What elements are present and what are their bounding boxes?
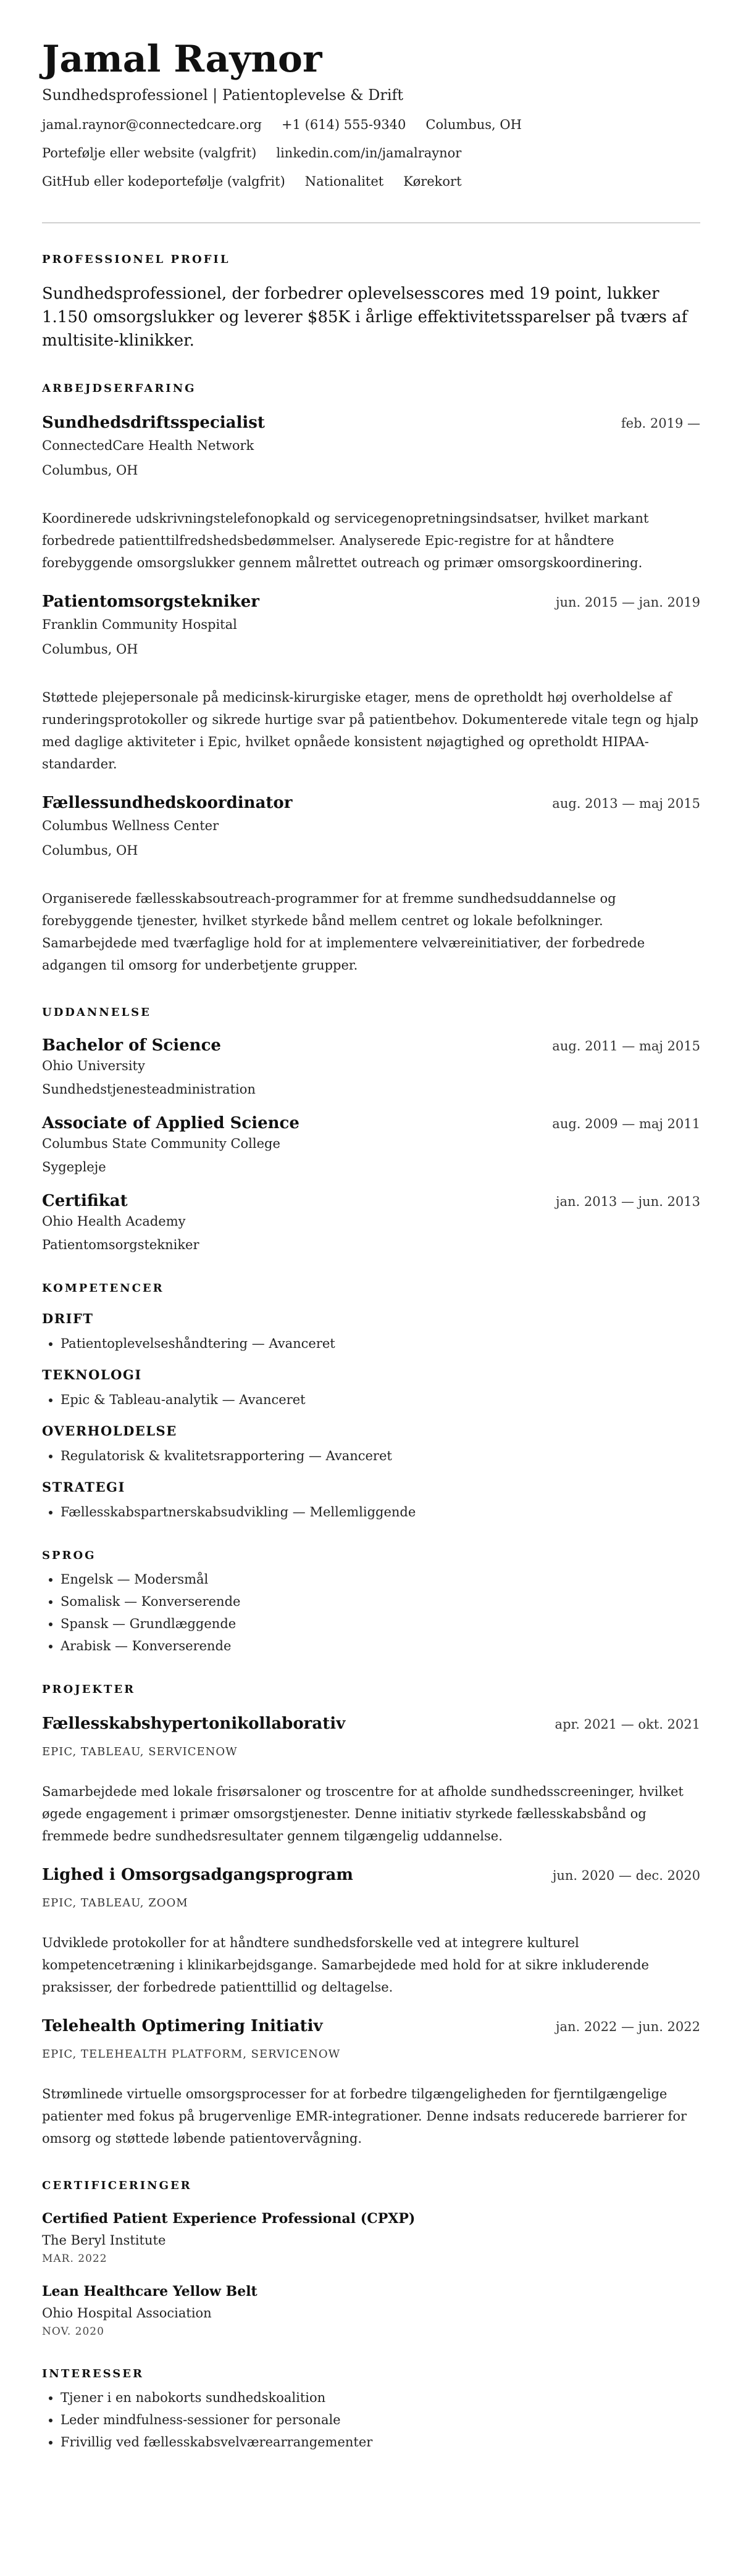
school: Ohio Health Academy (42, 1214, 186, 1229)
profile-text: Sundhedsprofessionel, der forbedrer oplevelsesscores med 19 point, lukker 1.150 omsorgslukker og leverer $85K i årlige effektivitetssparelser på tværs af multisite-klinikker. (42, 285, 688, 350)
certification-date: MAR. 2022 (42, 2253, 107, 2265)
project-dates: jan. 2022 — jun. 2022 (555, 2019, 700, 2034)
nationality: Nationalitet (304, 174, 384, 189)
skill-category: TEKNOLOGI (42, 1367, 142, 1382)
contact-line-3 (42, 174, 700, 189)
interest-item: • Tjener i en nabokorts sundhedskoalition (61, 2390, 700, 2405)
interests-heading: INTERESSER (42, 2367, 144, 2380)
field-of-study: Sundhedstjenesteadministration (42, 1082, 256, 1097)
education-heading: UDDANNELSE (42, 1006, 151, 1019)
project-dates: apr. 2021 — okt. 2021 (555, 1717, 700, 1732)
language-item: • Spansk — Grundlæggende (61, 1616, 700, 1631)
project-description: Samarbejdede med lokale frisørsaloner og troscentre for at afholde sundhedsscreeninger, hvilket øgede engagement i primær omsorgstjenester. Denne initiativ styrkede fællesskabsbånd og fremmede bedre sundhedsresultater gennem tilgængelig uddannelse. (42, 1784, 684, 1843)
language-item: • Arabisk — Konverserende (61, 1639, 700, 1653)
linkedin-link[interactable]: linkedin.com/in/jamalraynor (276, 146, 462, 160)
language-item: • Engelsk — Modersmål (61, 1572, 700, 1587)
education-dates: aug. 2011 — maj 2015 (552, 1039, 700, 1053)
field-of-study: Patientomsorgstekniker (42, 1237, 199, 1252)
job-description: Koordinerede udskrivningstelefonopkald og servicegenopretningsindsatser, hvilket markant forbedrede patienttilfredshedsbedømmelser. Analyserede Epic-registre for at håndtere forebyggende omsorgslukker gennem målrettet outreach og primær omsorgskoordinering. (42, 511, 649, 570)
interest-list (42, 2390, 700, 2449)
project-tags: EPIC, TELEHEALTH PLATFORM, SERVICENOW (42, 2048, 341, 2061)
certification-issuer: The Beryl Institute (42, 2233, 166, 2248)
skill-list (42, 1336, 700, 1351)
job-location: Columbus, OH (42, 843, 138, 858)
projects-heading: PROJEKTER (42, 1683, 136, 1696)
employer: Columbus Wellness Center (42, 818, 219, 833)
project-name: Fællesskabshypertonikollaborativ (42, 1714, 346, 1733)
certification-name: Lean Healthcare Yellow Belt (42, 2283, 257, 2300)
job-location: Columbus, OH (42, 463, 138, 478)
education-dates: jan. 2013 — jun. 2013 (555, 1194, 700, 1209)
skills-heading: KOMPETENCER (42, 1282, 164, 1295)
certification-entry (42, 2283, 700, 2338)
project-tags: EPIC, TABLEAU, ZOOM (42, 1897, 188, 1909)
project-name: Telehealth Optimering Initiativ (42, 2017, 323, 2035)
skill-list (42, 1505, 700, 1519)
phone-number: +1 (614) 555-9340 (282, 117, 406, 132)
person-name: Jamal Raynor (42, 38, 322, 81)
headline: Sundhedsprofessionel | Patientoplevelse & Drift (42, 86, 404, 104)
experience-entry (42, 592, 700, 775)
certification-date: NOV. 2020 (42, 2325, 104, 2338)
project-entry (42, 1714, 700, 1847)
education-entry (42, 1192, 700, 1252)
job-title: Sundhedsdriftsspecialist (42, 413, 265, 432)
job-description: Støttede plejepersonale på medicinsk-kirurgiske etager, mens de opretholdt høj overholdelse af runderingsprotokoller og sikrede hurtige svar på patientbehov. Dokumenterede vitale tegn og hjalp med daglige aktiviteter i Epic, hvilket opnåede konsistent nøjagtighed og opretholdt HIPAA-standarder. (42, 690, 698, 771)
language-item: • Somalisk — Konverserende (61, 1594, 700, 1609)
interest-item: • Frivillig ved fællesskabsvelværearrangementer (61, 2435, 700, 2449)
header-divider (42, 222, 700, 223)
experience-entry (42, 794, 700, 976)
project-entry (42, 2017, 700, 2150)
profile-heading: PROFESSIONEL PROFIL (42, 253, 230, 266)
job-title: Fællessundhedskoordinator (42, 794, 293, 812)
contact-line-1 (42, 117, 700, 132)
degree: Associate of Applied Science (42, 1114, 299, 1132)
employer: Franklin Community Hospital (42, 617, 237, 632)
project-description: Udviklede protokoller for at håndtere sundhedsforskelle ved at integrere kulturel kompetencetræning i klinikarbejdsgange. Samarbejdede med hold for at sikre inkluderende praksisser, der forbedrede patienttillid og deltagelse. (42, 1935, 649, 1995)
job-dates: feb. 2019 — (621, 416, 700, 431)
github-link[interactable]: GitHub eller kodeportefølje (valgfrit) (42, 174, 285, 189)
skill-item: • Fællesskabspartnerskabsudvikling — Mellemliggende (61, 1505, 700, 1519)
skill-item: • Regulatorisk & kvalitetsrapportering — Avanceret (61, 1448, 700, 1463)
project-entry (42, 1866, 700, 1998)
skill-item: • Patientoplevelseshåndtering — Avanceret (61, 1336, 700, 1351)
portfolio-link[interactable]: Portefølje eller website (valgfrit) (42, 146, 257, 160)
education-dates: aug. 2009 — maj 2011 (552, 1116, 700, 1131)
drivers-license: Kørekort (403, 174, 462, 189)
skill-category: OVERHOLDELSE (42, 1423, 177, 1439)
employer: ConnectedCare Health Network (42, 438, 254, 453)
language-list (42, 1572, 700, 1653)
contact-line-2 (42, 146, 700, 160)
job-description: Organiserede fællesskabsoutreach-programmer for at fremme sundhedsuddannelse og forebyggende tjenester, hvilket styrkede bånd mellem centret og lokale befolkninger. Samarbejdede med tværfaglige hold for at implementere velværeinitiativer, der forbedrede adgangen til omsorg for underbetjente grupper. (42, 891, 645, 973)
skill-list (42, 1392, 700, 1407)
degree: Bachelor of Science (42, 1036, 221, 1055)
interest-item: • Leder mindfulness-sessioner for personale (61, 2412, 700, 2427)
education-entry (42, 1114, 700, 1174)
certification-issuer: Ohio Hospital Association (42, 2306, 212, 2320)
skill-item: • Epic & Tableau-analytik — Avanceret (61, 1392, 700, 1407)
project-tags: EPIC, TABLEAU, SERVICENOW (42, 1745, 238, 1758)
project-description: Strømlinede virtuelle omsorgsprocesser for at forbedre tilgængeligheden for fjerntilgængelige patienter med fokus på brugervenlige EMR-integrationer. Denne indsats reducerede barrierer for omsorg og støttede løbende patientovervågning. (42, 2087, 687, 2146)
school: Ohio University (42, 1058, 145, 1073)
skill-category: STRATEGI (42, 1479, 125, 1495)
certifications-heading: CERTIFICERINGER (42, 2179, 192, 2192)
certification-name: Certified Patient Experience Professional (CPXP) (42, 2211, 416, 2227)
experience-heading: ARBEJDSERFARING (42, 382, 196, 395)
project-dates: jun. 2020 — dec. 2020 (552, 1868, 700, 1883)
field-of-study: Sygepleje (42, 1160, 106, 1174)
job-dates: jun. 2015 — jan. 2019 (555, 595, 700, 610)
experience-entry (42, 413, 700, 574)
skill-category: DRIFT (42, 1311, 94, 1326)
school: Columbus State Community College (42, 1136, 280, 1151)
skill-list (42, 1448, 700, 1463)
education-entry (42, 1036, 700, 1097)
job-dates: aug. 2013 — maj 2015 (552, 796, 700, 811)
certification-entry (42, 2211, 700, 2265)
languages-heading: SPROG (42, 1549, 96, 1562)
job-title: Patientomsorgstekniker (42, 592, 259, 611)
email-link[interactable]: jamal.raynor@connectedcare.org (42, 117, 262, 132)
resume-content (42, 37, 700, 2457)
degree: Certifikat (42, 1192, 128, 1210)
project-name: Lighed i Omsorgsadgangsprogram (42, 1866, 353, 1884)
location: Columbus, OH (425, 117, 522, 132)
job-location: Columbus, OH (42, 642, 138, 657)
